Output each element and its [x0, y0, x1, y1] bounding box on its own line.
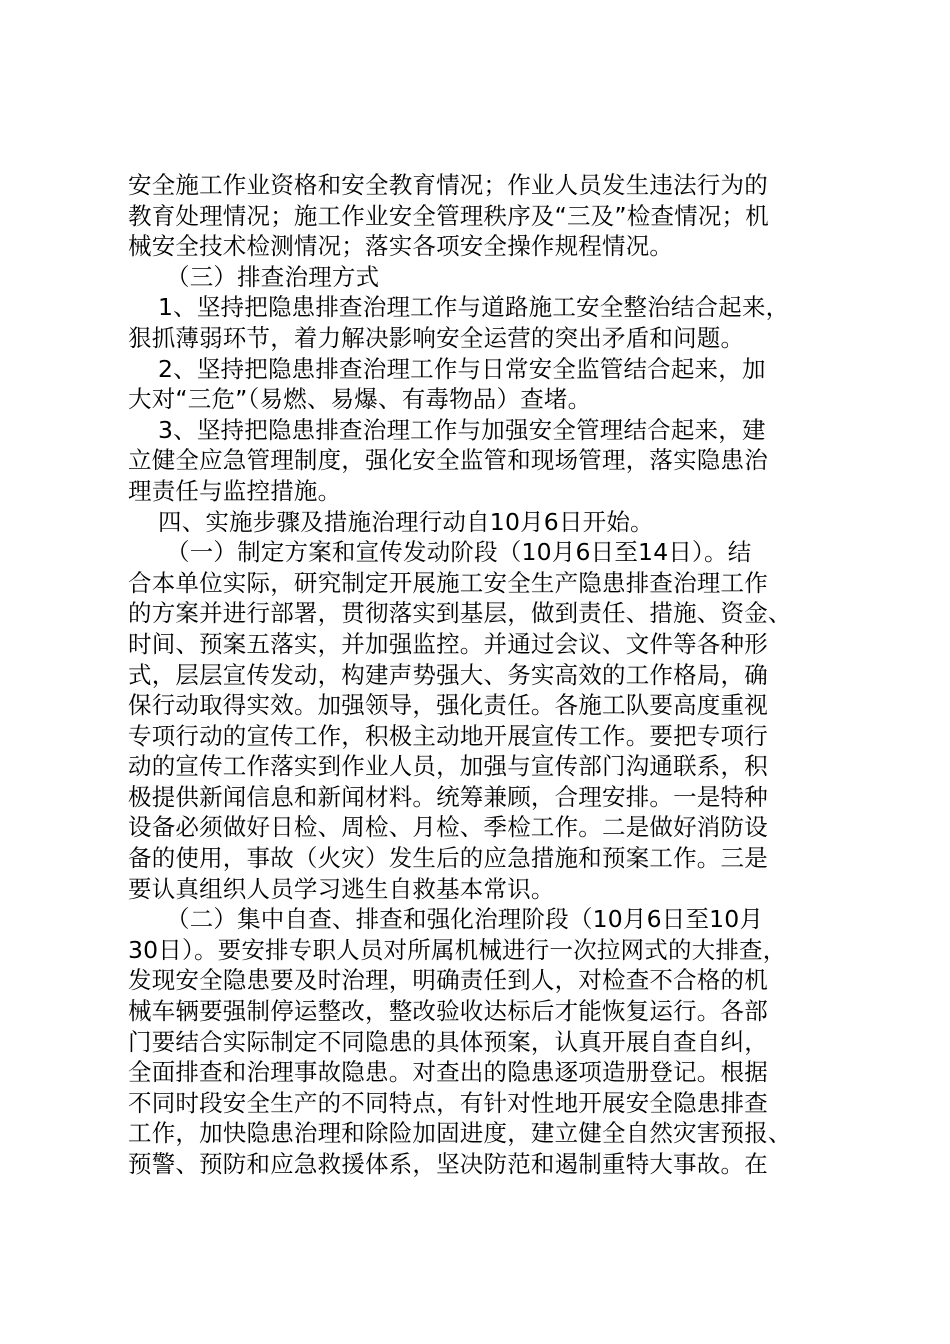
text-line: 理责任与监控措施。	[128, 476, 342, 505]
text-line: 时间、预案五落实，并加强监控。并通过会议、文件等各种形	[128, 629, 768, 658]
text-line: 教育处理情况；施工作业安全管理秩序及“三及”检查情况；机	[128, 201, 769, 230]
text-line: 合本单位实际，研究制定开展施工安全生产隐患排查治理工作	[128, 568, 768, 597]
text-line: 发现安全隐患要及时治理，明确责任到人，对检查不合格的机	[128, 966, 768, 995]
text-line: 狠抓薄弱环节，着力解决影响安全运营的突出矛盾和问题。	[128, 323, 745, 352]
text-line: 1、坚持把隐患排查治理工作与道路施工安全整治结合起来，	[158, 293, 790, 322]
text-line: 门要结合实际制定不同隐患的具体预案，认真开展自查自纠，	[128, 1027, 768, 1056]
section-heading: （三）排查治理方式	[166, 262, 380, 291]
text-line: 保行动取得实效。加强领导，强化责任。各施工队要高度重视	[128, 691, 768, 720]
text-line: 全面排查和治理事故隐患。对查出的隐患逐项造册登记。根据	[128, 1058, 768, 1087]
text-line: 设备必须做好日检、周检、月检、季检工作。二是做好消防设	[128, 813, 768, 842]
text-line: （二）集中自查、排查和强化治理阶段（10月6日至10月	[166, 905, 764, 934]
text-line: 的方案并进行部署，贯彻落实到基层，做到责任、措施、资金、	[128, 599, 792, 628]
text-line: 3、坚持把隐患排查治理工作与加强安全管理结合起来，建	[158, 415, 766, 444]
text-line: （一）制定方案和宣传发动阶段（10月6日至14日）。结	[166, 538, 752, 567]
text-line: 械车辆要强制停运整改，整改验收达标后才能恢复运行。各部	[128, 997, 768, 1026]
text-line: 械安全技术检测情况；落实各项安全操作规程情况。	[128, 232, 674, 261]
text-line: 30日）。要安排专职人员对所属机械进行一次拉网式的大排查，	[128, 935, 787, 964]
text-line: 备的使用，事故（火灾）发生后的应急措施和预案工作。三是	[128, 844, 768, 873]
text-line: 工作，加快隐患治理和除险加固进度，建立健全自然灾害预报、	[128, 1119, 792, 1148]
text-line: 安全施工作业资格和安全教育情况；作业人员发生违法行为的	[128, 171, 768, 199]
section-heading: 四、实施步骤及措施治理行动自10月6日开始。	[158, 507, 654, 536]
text-line: 2、坚持把隐患排查治理工作与日常安全监管结合起来，加	[158, 354, 766, 383]
text-line: 式，层层宣传发动，构建声势强大、务实高效的工作格局，确	[128, 660, 768, 689]
document-body	[128, 170, 848, 1180]
text-line: 动的宣传工作落实到作业人员，加强与宣传部门沟通联系，积	[128, 752, 768, 781]
text-line: 专项行动的宣传工作，积极主动地开展宣传工作。要把专项行	[128, 721, 768, 750]
text-line: 立健全应急管理制度，强化安全监管和现场管理，落实隐患治	[128, 446, 768, 475]
text-line: 大对“三危”（易燃、易爆、有毒物品）查堵。	[128, 385, 592, 414]
text-line: 不同时段安全生产的不同特点，有针对性地开展安全隐患排查	[128, 1088, 768, 1117]
text-line: 要认真组织人员学习逃生自救基本常识。	[128, 874, 555, 903]
text-line: 极提供新闻信息和新闻材料。统筹兼顾，合理安排。一是特种	[128, 782, 768, 811]
text-line: 预警、预防和应急救援体系，坚决防范和遏制重特大事故。在	[128, 1150, 768, 1178]
